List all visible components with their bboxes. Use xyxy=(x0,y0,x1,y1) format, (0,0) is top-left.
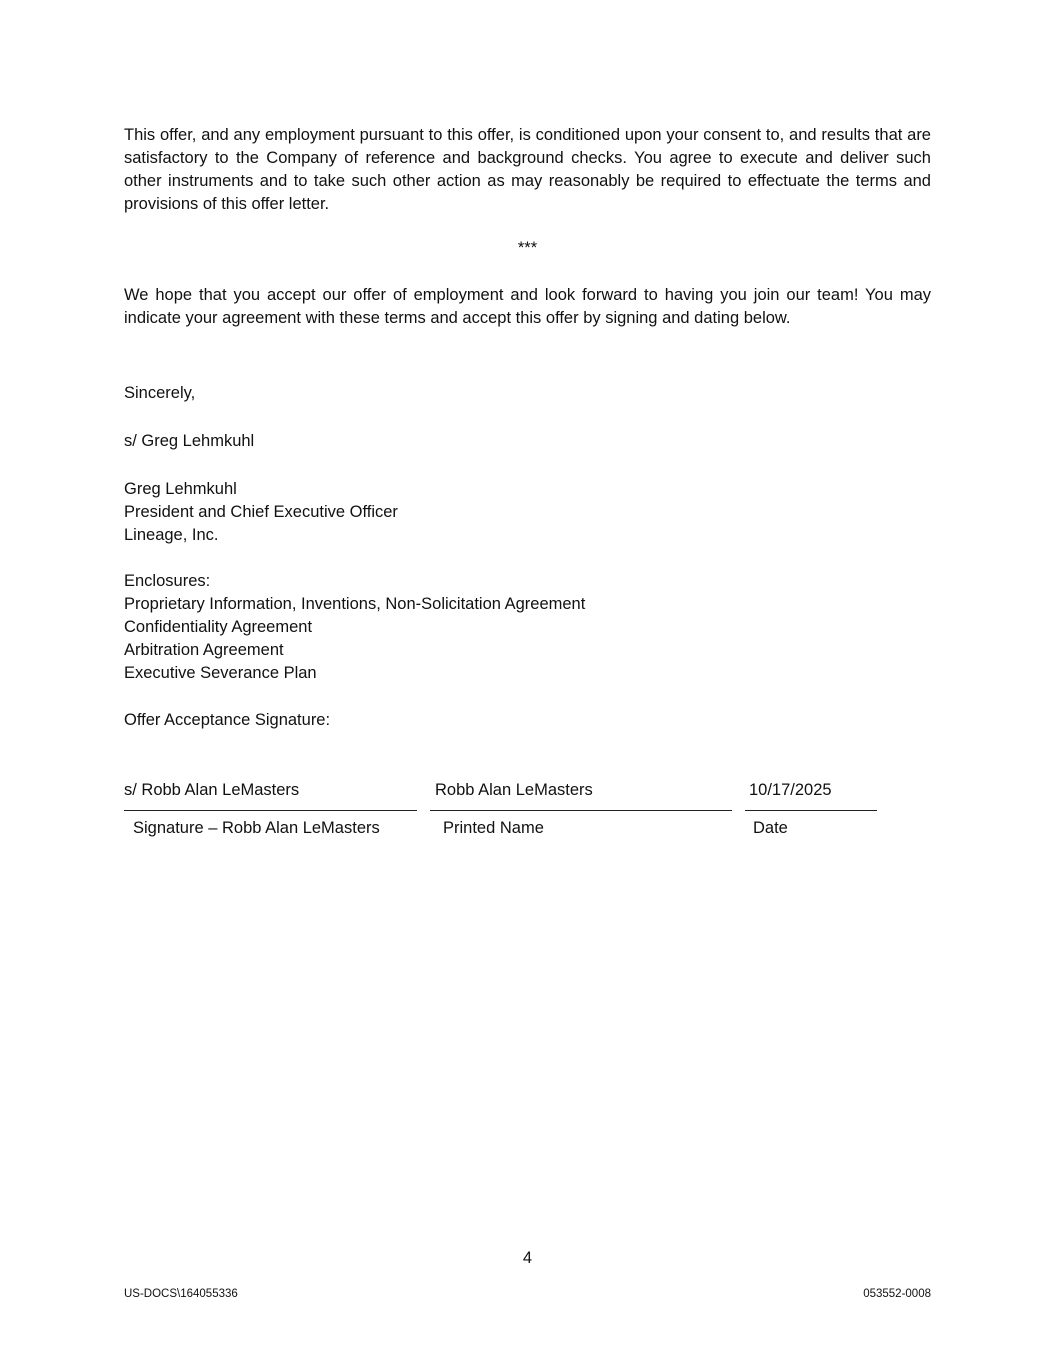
printed-name-line xyxy=(430,810,732,811)
matter-number: 053552-0008 xyxy=(863,1288,931,1300)
acceptance-signature-value: s/ Robb Alan LeMasters xyxy=(124,781,300,799)
date-value: 10/17/2025 xyxy=(749,781,832,799)
conditions-paragraph: This offer, and any employment pursuant to this offer, is conditioned upon your consent to, and results that are satisfactory to the Company of reference and background checks. You agree to execute and deliver such other instruments and to take such other action as may reasonably be required to effectuate the terms and provisions of this offer letter. xyxy=(124,126,931,213)
sender-signature: s/ Greg Lehmkuhl xyxy=(124,432,255,450)
date-caption: Date xyxy=(753,819,788,837)
enclosures-heading: Enclosures: xyxy=(124,572,211,590)
signature-line xyxy=(124,810,417,811)
date-line xyxy=(745,810,877,811)
section-separator: *** xyxy=(517,239,538,257)
sender-title: President and Chief Executive Officer xyxy=(124,503,398,521)
page-number: 4 xyxy=(522,1249,533,1267)
sender-name: Greg Lehmkuhl xyxy=(124,480,237,498)
enclosure-item: Confidentiality Agreement xyxy=(124,618,313,636)
document-id: US-DOCS\164055336 xyxy=(124,1288,238,1300)
enclosure-item: Proprietary Information, Inventions, Non-Solicitation Agreement xyxy=(124,595,586,613)
enclosure-item: Executive Severance Plan xyxy=(124,664,317,682)
acceptance-heading: Offer Acceptance Signature: xyxy=(124,711,331,729)
salutation: Sincerely, xyxy=(124,384,196,402)
sender-company: Lineage, Inc. xyxy=(124,526,219,544)
closing-paragraph: We hope that you accept our offer of employment and look forward to having you join our team! You may indicate your agreement with these terms and accept this offer by signing and dating below. xyxy=(124,286,931,327)
printed-name-caption: Printed Name xyxy=(443,819,544,837)
signature-caption: Signature – Robb Alan LeMasters xyxy=(133,819,380,837)
enclosure-item: Arbitration Agreement xyxy=(124,641,284,659)
printed-name-value: Robb Alan LeMasters xyxy=(435,781,593,799)
